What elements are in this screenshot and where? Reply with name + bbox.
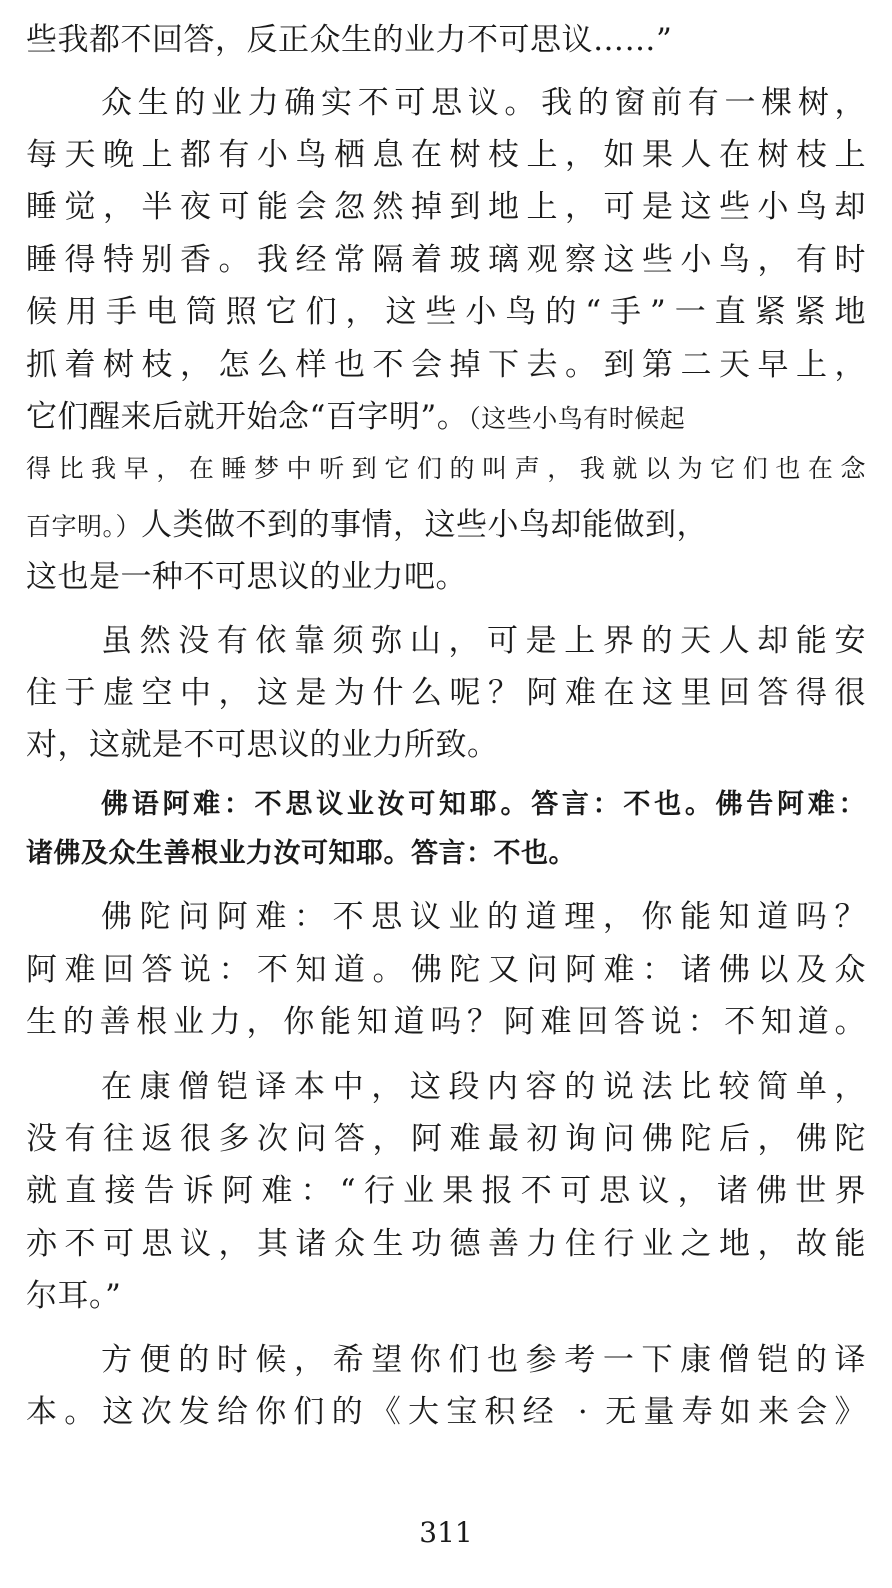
text-line: 阿难回答说：不知道。佛陀又问阿难：诸佛以及众 <box>26 952 866 988</box>
text-line: 亦不可思议，其诸众生功德善力住行业之地，故能 <box>26 1226 866 1262</box>
text-line: 本。这次发给你们的《大宝积经 · 无量寿如来会》 <box>26 1394 866 1430</box>
text-line: 没有往返很多次问答，阿难最初询问佛陀后，佛陀 <box>26 1121 866 1157</box>
text-line: 这也是一种不可思议的业力吧。 <box>26 559 467 595</box>
sutra-quote-line: 佛语阿难：不思议业汝可知耶。答言：不也。佛告阿难： <box>101 789 866 820</box>
main-text: 人类做不到的事情，这些小鸟却能做到， <box>141 507 709 543</box>
text-line: 睡觉，半夜可能会忽然掉到地上，可是这些小鸟却 <box>26 189 866 225</box>
text-line: 方便的时候，希望你们也参考一下康僧铠的译 <box>101 1342 866 1378</box>
text-line: 些我都不回答，反正众生的业力不可思议……” <box>26 22 673 58</box>
main-text: 它们醒来后就开始念“百字明”。 <box>26 399 469 435</box>
aside-note: 百字明。） <box>26 512 142 541</box>
text-line: 候用手电筒照它们，这些小鸟的“手”一直紧紧地 <box>26 294 866 330</box>
text-line: 虽然没有依靠须弥山，可是上界的天人却能安 <box>101 623 866 659</box>
text-line: 睡得特别香。我经常隔着玻璃观察这些小鸟，有时 <box>26 242 866 278</box>
sutra-quote-line: 诸佛及众生善根业力汝可知耶。答言：不也。 <box>26 838 576 869</box>
aside-note: （这些小鸟有时候起 <box>468 404 686 433</box>
text-line <box>26 397 866 437</box>
aside-note-line: 得比我早，在睡梦中听到它们的叫声，我就以为它们也在念 <box>26 454 866 483</box>
text-line: 就直接告诉阿难：“行业果报不可思议，诸佛世界 <box>26 1173 866 1209</box>
text-line: 抓着树枝，怎么样也不会掉下去。到第二天早上， <box>26 347 866 383</box>
text-line: 生的善根业力，你能知道吗？阿难回答说：不知道。 <box>26 1004 866 1040</box>
text-line: 住于虚空中，这是为什么呢？阿难在这里回答得很 <box>26 675 866 711</box>
text-line: 每天晚上都有小鸟栖息在树枝上，如果人在树枝上 <box>26 137 866 173</box>
text-line <box>26 505 866 545</box>
page-number: 311 <box>419 1516 473 1549</box>
text-line: 对，这就是不可思议的业力所致。 <box>26 727 499 763</box>
text-line: 众生的业力确实不可思议。我的窗前有一棵树， <box>101 85 866 121</box>
text-line: 在康僧铠译本中，这段内容的说法比较简单， <box>101 1069 866 1105</box>
text-line: 佛陀问阿难：不思议业的道理，你能知道吗？ <box>101 899 866 935</box>
text-line: 尔耳。” <box>26 1278 122 1314</box>
